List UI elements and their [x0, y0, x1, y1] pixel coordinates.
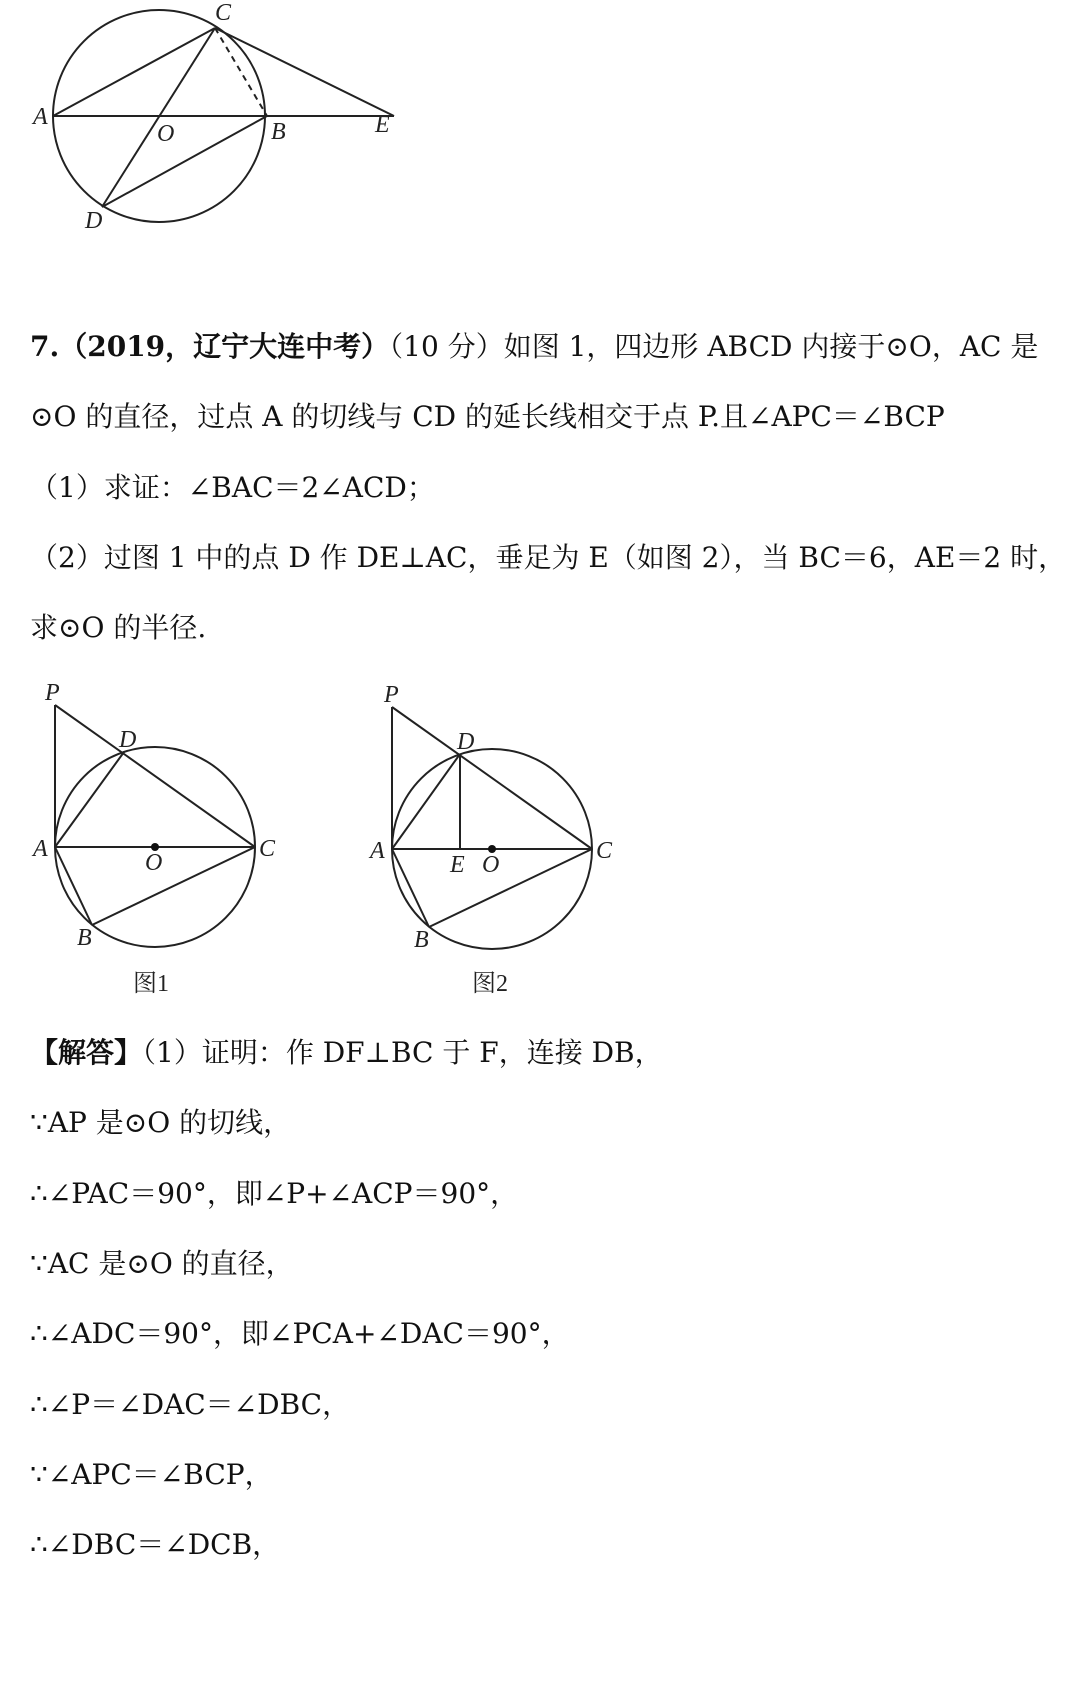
problem-score: （10 分）	[389, 330, 504, 363]
label-d: D	[119, 727, 137, 753]
label-b: B	[414, 927, 429, 953]
segment-ce	[215, 28, 394, 116]
problem-source: （2019，辽宁大连中考）	[59, 330, 390, 363]
label-o: O	[482, 852, 500, 878]
problem-line-2: ⊙O 的直径，过点 A 的切线与 CD 的延长线相交于点 P.且∠APC＝∠BCP	[30, 400, 945, 433]
problem-number: 7.	[30, 330, 60, 363]
question-2-line-2: 求⊙O 的半径.	[30, 611, 207, 644]
answer-step: ∵∠APC＝∠BCP，	[30, 1458, 273, 1491]
answer-step: ∴∠PAC＝90°，即∠P+∠ACP＝90°，	[30, 1177, 519, 1210]
segment-ad	[392, 754, 460, 849]
segment-ac	[53, 28, 215, 116]
label-a: A	[33, 836, 48, 862]
answer-intro: （1）证明：作 DF⊥BC 于 F，连接 DB，	[142, 1036, 663, 1069]
label-p: P	[384, 682, 399, 708]
label-b: B	[271, 119, 286, 145]
label-a: A	[370, 838, 385, 864]
answer-step: ∴∠ADC＝90°，即∠PCA+∠DAC＝90°，	[30, 1317, 570, 1350]
question-1: （1）求证：∠BAC＝2∠ACD；	[30, 471, 435, 504]
figure-2	[362, 680, 662, 1010]
label-e: E	[375, 112, 390, 138]
label-c: C	[215, 0, 232, 26]
figure-top	[25, 0, 425, 260]
label-p: P	[45, 680, 60, 706]
segment-db	[102, 116, 267, 207]
problem-line-1	[30, 327, 1038, 367]
answer-step: ∴∠DBC＝∠DCB，	[30, 1528, 281, 1561]
answer-step: ∵AC 是⊙O 的直径，	[30, 1247, 294, 1280]
answer-step: ∵AP 是⊙O 的切线，	[30, 1106, 292, 1139]
problem-statement-start: 如图 1，四边形 ABCD 内接于⊙O，AC 是	[503, 330, 1039, 363]
segment-ab	[55, 847, 92, 925]
answer-intro-line	[30, 1033, 663, 1073]
label-c: C	[259, 836, 276, 862]
label-a: A	[33, 104, 48, 130]
answer-step: ∴∠P＝∠DAC＝∠DBC，	[30, 1388, 351, 1421]
segment-cd	[102, 28, 215, 207]
label-d: D	[457, 729, 475, 755]
label-e: E	[450, 852, 465, 878]
label-o: O	[157, 121, 175, 147]
figure-2-caption: 图2	[472, 971, 508, 997]
figure-1-caption: 图1	[133, 971, 169, 997]
segment-ad	[55, 752, 124, 847]
figure-1	[25, 680, 325, 1010]
segment-ab	[392, 849, 429, 927]
answer-heading: 【解答】	[30, 1036, 143, 1069]
label-c: C	[596, 838, 613, 864]
label-b: B	[77, 925, 92, 951]
label-o: O	[145, 850, 163, 876]
question-2-line-1: （2）过图 1 中的点 D 作 DE⊥AC，垂足为 E（如图 2），当 BC＝6，AE＝2 时，	[30, 541, 1067, 574]
label-d: D	[85, 208, 103, 234]
